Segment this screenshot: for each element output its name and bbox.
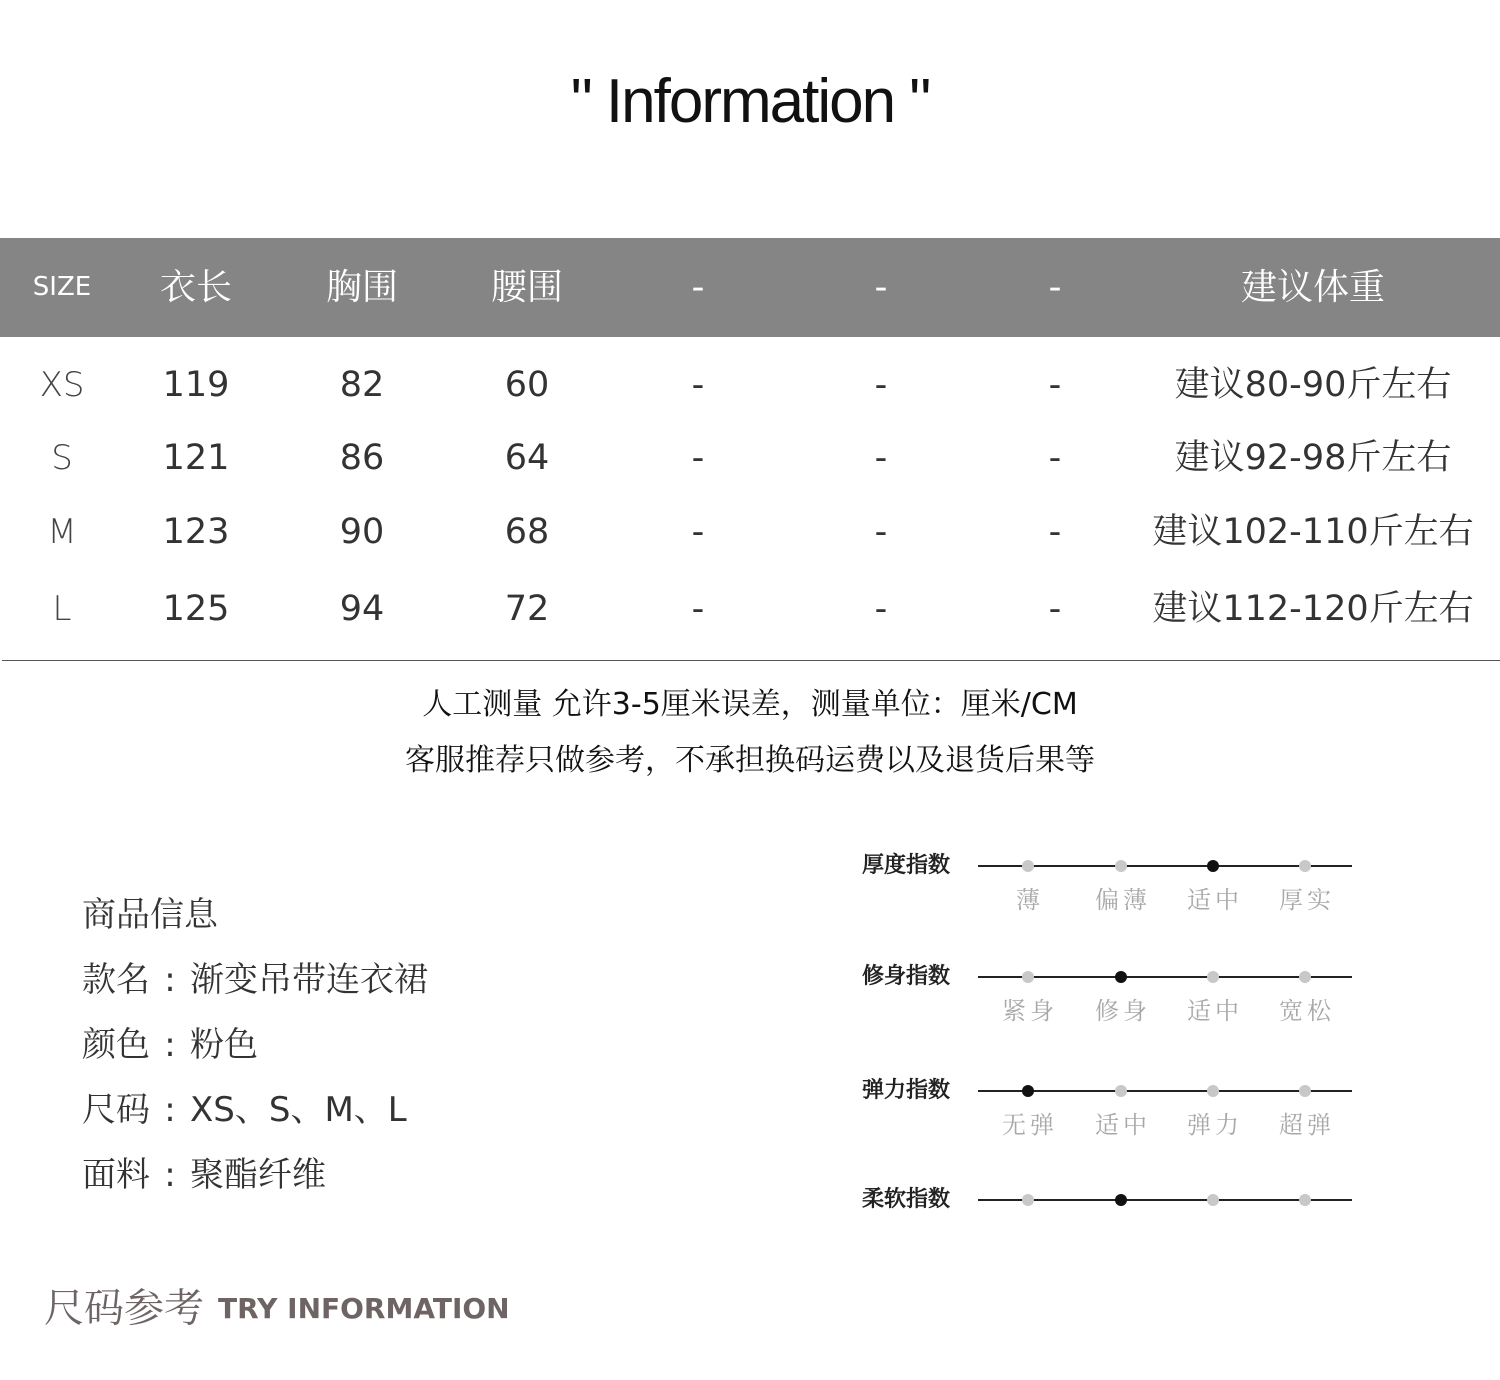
elasticity-scale-dot [1299,1085,1311,1097]
thickness-scale-dot [1115,860,1127,872]
header-bust: 胸围 [325,267,399,308]
cell-blank-a: - [691,365,705,405]
cell-bust: 86 [339,438,385,478]
cell-blank-c: - [1048,512,1062,552]
fit-option-label: 宽松 [1279,997,1335,1025]
fit-scale-dot [1207,971,1219,983]
cell-blank-a: - [691,589,705,629]
cell-waist: 72 [504,589,550,629]
softness-scale-line [978,1199,1352,1201]
header-blank-c: - [1048,267,1062,308]
product-info-heading: 商品信息 [82,895,218,935]
product-fabric-value: 聚酯纤维 [190,1155,326,1195]
cell-weight: 建议80-90斤左右 [1174,365,1452,405]
separator: : [164,960,176,1000]
elasticity-scale-line [978,1090,1352,1092]
cell-weight: 建议112-120斤左右 [1152,589,1474,629]
separator: : [164,1025,176,1065]
product-name-label: 款名 [82,960,150,1000]
cell-weight: 建议92-98斤左右 [1174,438,1452,478]
cell-size: S [51,438,73,478]
cell-bust: 82 [339,365,385,405]
product-size-label: 尺码 [82,1090,150,1130]
cell-length: 119 [162,365,230,405]
cell-size: L [52,589,72,629]
elasticity-index-label: 弹力指数 [862,1078,951,1103]
fit-index-label: 修身指数 [862,964,951,989]
header-blank-b: - [874,267,888,308]
thickness-option-label: 薄 [1016,886,1044,914]
softness-index-label: 柔软指数 [862,1187,951,1212]
thickness-option-label: 偏薄 [1095,886,1151,914]
product-fabric-label: 面料 [82,1155,150,1195]
cell-blank-a: - [691,512,705,552]
cell-blank-b: - [874,365,888,405]
cell-length: 125 [162,589,230,629]
fit-option-label: 适中 [1187,997,1243,1025]
fit-scale-line [978,976,1352,978]
softness-scale-dot [1207,1194,1219,1206]
separator: : [164,1090,176,1130]
product-name-line [82,958,428,1002]
softness-scale-dot [1022,1194,1034,1206]
elasticity-scale-dot-selected [1022,1085,1034,1097]
cell-blank-b: - [874,512,888,552]
thickness-scale-dot [1299,860,1311,872]
product-size-line [82,1088,407,1132]
cell-weight: 建议102-110斤左右 [1152,512,1474,552]
cell-size: XS [39,365,85,405]
separator: : [164,1155,176,1195]
product-fabric-line [82,1153,326,1197]
cell-size: M [47,512,77,552]
thickness-scale-dot-selected [1207,860,1219,872]
cell-blank-b: - [874,438,888,478]
size-reference-footer [44,1280,510,1336]
footer-title-cn: 尺码参考 [44,1285,204,1332]
header-size: SIZE [32,272,92,302]
page-title: " Information " [570,67,930,136]
footer-title-en: TRY INFORMATION [218,1291,510,1325]
elasticity-scale-dot [1207,1085,1219,1097]
cell-length: 123 [162,512,230,552]
fit-scale-dot [1299,971,1311,983]
cell-blank-b: - [874,589,888,629]
thickness-scale-line [978,865,1352,867]
cell-waist: 60 [504,365,550,405]
thickness-option-label: 厚实 [1279,886,1335,914]
cell-waist: 64 [504,438,550,478]
cell-blank-c: - [1048,365,1062,405]
fit-option-label: 紧身 [1002,997,1058,1025]
fit-scale-dot-selected [1115,971,1127,983]
product-size-value: XS、S、M、L [190,1090,407,1130]
cell-length: 121 [162,438,230,478]
header-waist: 腰围 [490,267,564,308]
elasticity-scale-dot [1115,1085,1127,1097]
elasticity-option-label: 无弹 [1002,1111,1058,1139]
header-length: 衣长 [159,267,233,308]
header-weight: 建议体重 [1240,267,1386,308]
softness-scale-dot [1299,1194,1311,1206]
cell-blank-c: - [1048,589,1062,629]
measurement-note: 人工测量 允许3-5厘米误差，测量单位：厘米/CM [422,687,1078,722]
cell-blank-a: - [691,438,705,478]
cell-bust: 94 [339,589,385,629]
cell-blank-c: - [1048,438,1062,478]
elasticity-option-label: 适中 [1095,1111,1151,1139]
table-divider [2,660,1500,661]
elasticity-option-label: 超弹 [1279,1111,1335,1139]
product-color-value: 粉色 [190,1025,258,1065]
product-color-label: 颜色 [82,1025,150,1065]
thickness-index-label: 厚度指数 [862,853,951,878]
fit-scale-dot [1022,971,1034,983]
thickness-option-label: 适中 [1187,886,1243,914]
softness-scale-dot-selected [1115,1194,1127,1206]
service-note: 客服推荐只做参考，不承担换码运费以及退货后果等 [405,743,1095,778]
cell-waist: 68 [504,512,550,552]
thickness-scale-dot [1022,860,1034,872]
header-blank-a: - [691,267,705,308]
fit-option-label: 修身 [1095,997,1151,1025]
product-name-value: 渐变吊带连衣裙 [190,960,428,1000]
cell-bust: 90 [339,512,385,552]
elasticity-option-label: 弹力 [1187,1111,1243,1139]
product-color-line [82,1023,258,1067]
